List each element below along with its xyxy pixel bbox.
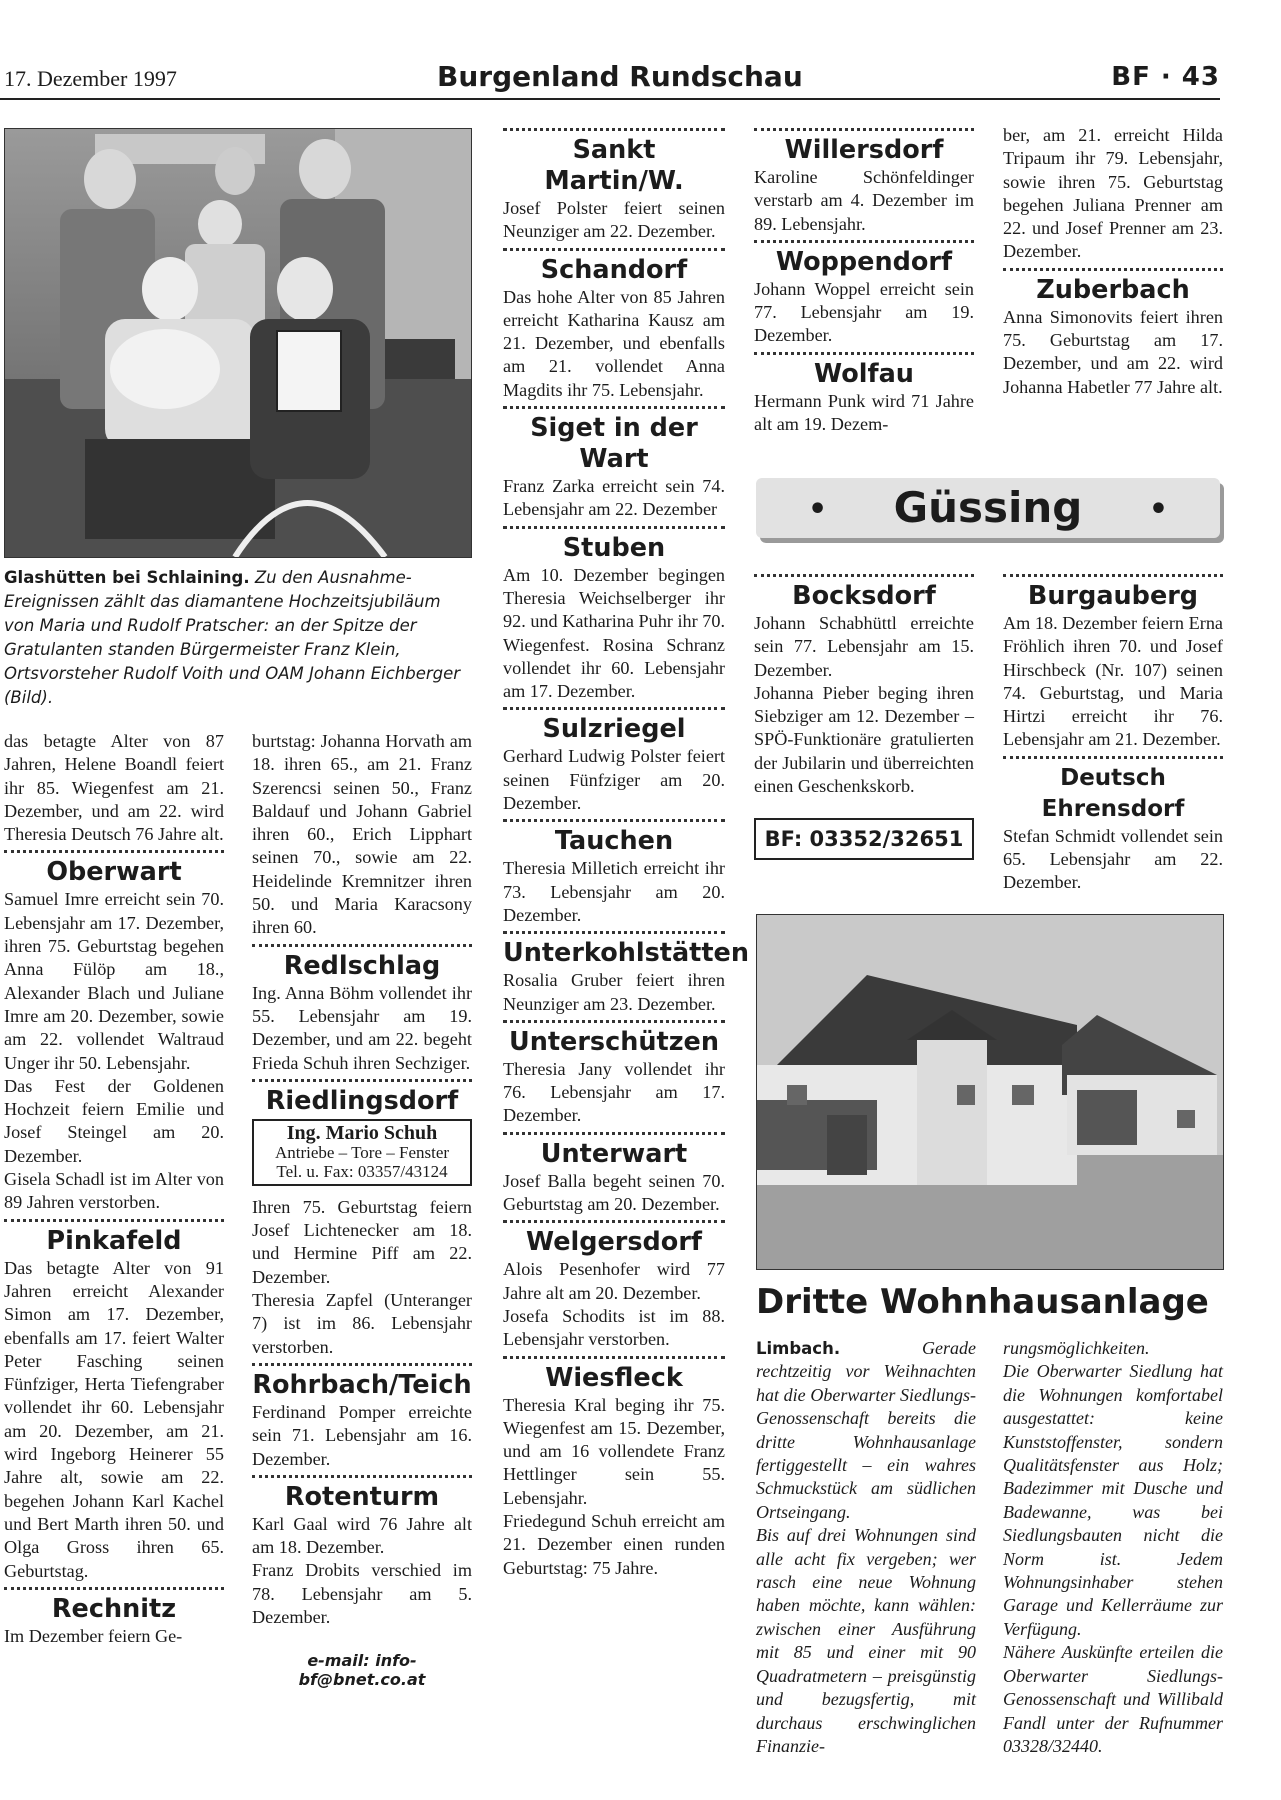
text-unterkohlstaetten: Rosalia Gruber feiert ihren Neunziger am 23. Dezember. — [503, 970, 725, 1014]
heading-stuben: Stuben — [562, 532, 666, 563]
text-rohrbach: Ferdinand Pomper erreichte sein 71. Lebensjahr am 16. Dezember. — [252, 1401, 472, 1469]
divider — [503, 931, 725, 934]
divider — [754, 352, 974, 355]
column-4 — [754, 128, 974, 436]
banner-bullet-right: • — [1148, 492, 1168, 527]
heading-siget: Siget in der Wart — [530, 413, 698, 475]
divider — [252, 1363, 472, 1366]
text-pinkafeld: Das betagte Alter von 91 Jahren erreicht Alexander Simon am 17. Dezember, ebenfalls am 17. feiert Walter Peter Fasching seinen Fünfziger, Herta Tiefengraber vollendet ihr 60. Lebensjahr am 20. Dezember, am 21. wird Ingeborg Heinerer 55 Jahre alt, sowie am 22. begehen Johann Karl Kachel und Bert Marth ihren 50. und Olga Gross ihren 65. Geburtstag. — [4, 1257, 224, 1581]
heading-wiesfleck: Wiesfleck — [545, 1362, 683, 1393]
text-woppendorf: Johann Woppel erreicht sein 77. Lebensjahr am 19. Dezember. — [754, 278, 974, 346]
divider — [503, 248, 725, 251]
article-paragraph-5: Nähere Auskünfte erteilen die Oberwarter Siedlungs-Genossenschaft und Willibald Fandl unter der Rufnummer 03328/32440. — [1003, 1642, 1223, 1756]
heading-riedlingsdorf: Riedlingsdorf — [265, 1085, 459, 1116]
heading-tauchen: Tauchen — [554, 826, 674, 857]
divider — [4, 1587, 224, 1590]
divider — [1003, 756, 1223, 759]
text-stuben: Am 10. Dezember begingen Theresia Weichselberger ihr 92. und Katharina Puhr ihr 70. Wiegenfest. Rosina Schranz vollendet ihr 60. Lebensjahr am 17. Dezember. — [503, 564, 725, 702]
text-wiesfleck-2: Friedegund Schuh erreicht am 21. Dezember einen runden Geburtstag: 75 Jahre. — [503, 1510, 725, 1578]
heading-pinkafeld: Pinkafeld — [46, 1225, 182, 1256]
heading-deutsch-ehrensdorf: Deutsch Ehrensdorf — [1041, 764, 1185, 822]
heading-burgauberg: Burgauberg — [1027, 581, 1199, 611]
banner-bullet-left: • — [808, 492, 828, 527]
heading-oberwart: Oberwart — [46, 857, 182, 888]
article-paragraph-2: Bis auf drei Wohnungen sind alle acht fix vergeben; wer rasch eine neue Wohnung haben möchte, kann wählen: zwischen einer Ausführung mit 85 und einer mit 90 Quadratmetern – preisgünstig und bezugsfertig, mit durchaus erschwinglichen Finanzie- — [756, 1525, 976, 1756]
text-riedlingsdorf-2: Theresia Zapfel (Unteranger 7) ist im 86. Lebensjahr verstorben. — [252, 1290, 472, 1357]
heading-woppendorf: Woppendorf — [775, 246, 953, 277]
text-burgauberg: Am 18. Dezember feiern Erna Fröhlich ihren 70. und Josef Hirschbeck (Nr. 107) seinen 74. Geburtstag, und Maria Hirtzi erreicht ihr 76. Lebensjahr am 21. Dezember. — [1003, 613, 1223, 750]
guessing-column-2 — [1003, 574, 1223, 895]
divider — [754, 574, 974, 577]
text-rotenturm-2: Franz Drobits verschied im 78. Lebensjahr am 5. Dezember. — [252, 1560, 472, 1628]
article-column-1 — [756, 1337, 976, 1758]
phone-box: BF: 03352/32651 — [754, 818, 974, 860]
column-3 — [503, 128, 750, 1580]
divider — [503, 1020, 725, 1023]
heading-willersdorf: Willersdorf — [784, 135, 944, 165]
section-banner-guessing — [756, 478, 1220, 538]
housing-photo — [756, 914, 1224, 1270]
ad-line-2: Tel. u. Fax: 03357/43124 — [276, 1161, 448, 1181]
heading-schandorf: Schandorf — [540, 254, 688, 285]
col1-intro: das betagte Alter von 87 Jahren, Helene Boandl feiert ihr 85. Wiegenfest am 21. Dezember, und am 22. wird Theresia Deutsch 76 Jahre alt. — [4, 731, 224, 845]
text-oberwart-2: Das Fest der Goldenen Hochzeit feiern Emilie und Josef Steingel am 20. Dezember. — [4, 1075, 224, 1166]
divider — [252, 1079, 472, 1082]
text-bocksdorf: Johann Schabhüttl erreichte sein 77. Lebensjahr am 15. Dezember. — [754, 613, 974, 680]
heading-rotenturm: Rotenturm — [284, 1481, 440, 1512]
text-siget: Franz Zarka erreicht sein 74. Lebensjahr am 22. Dezember — [503, 476, 725, 520]
article-paragraph-3: rungsmöglichkeiten. — [1003, 1338, 1150, 1358]
text-oberwart: Samuel Imre erreicht sein 70. Lebensjahr am 17. Dezember, ihren 75. Geburtstag begehen Anna Fülöp am 18., Alexander Blach und Juliane Imre am 20. Dezember, sowie am 22. vollendet Waltraud Unger ihr 50. Lebensjahr. — [4, 889, 224, 1073]
divider — [503, 526, 725, 529]
divider — [1003, 268, 1223, 271]
ad-line-1: Antriebe – Tore – Fenster — [274, 1142, 450, 1162]
newspaper-title: Burgenland Rundschau — [437, 60, 803, 93]
email-address: e-mail: info-bf@bnet.co.at — [298, 1651, 426, 1690]
text-rotenturm: Karl Gaal wird 76 Jahre alt am 18. Dezember. — [252, 1513, 472, 1558]
heading-welgersdorf: Welgersdorf — [526, 1227, 702, 1258]
heading-unterschuetzen: Unterschützen — [508, 1026, 719, 1057]
text-welgersdorf-2: Josefa Schodits ist im 88. Lebensjahr verstorben. — [503, 1305, 725, 1350]
heading-sulzriegel: Sulzriegel — [542, 714, 686, 745]
advertisement-box — [252, 1119, 472, 1186]
divider — [252, 1475, 472, 1478]
divider — [503, 819, 725, 822]
text-unterschuetzen: Theresia Jany vollendet ihr 76. Lebensjahr am 17. Dezember. — [503, 1058, 725, 1126]
ad-name: Ing. Mario Schuh — [286, 1121, 438, 1144]
page-header — [0, 58, 1220, 100]
article-paragraph-1 — [756, 1337, 976, 1524]
group-photo-image — [5, 129, 471, 557]
divider — [754, 128, 974, 131]
divider — [252, 944, 472, 947]
heading-sankt-martin: Sankt Martin/W. — [544, 135, 684, 196]
text-willersdorf: Karoline Schönfeldinger verstarb am 4. Dezember im 89. Lebensjahr. — [754, 167, 974, 234]
col5-intro: ber, am 21. erreicht Hilda Tripaum ihr 79. Lebensjahr, sowie ihren 75. Geburtstag begehen Juliana Prenner am 22. und Josef Prenner am 23. Dezember. — [1003, 125, 1223, 262]
heading-wolfau: Wolfau — [814, 358, 914, 389]
divider — [754, 240, 974, 243]
article-headline: Dritte Wohnhausanlage — [756, 1282, 1209, 1322]
divider — [503, 1356, 725, 1359]
column-5 — [1003, 124, 1223, 399]
text-wiesfleck: Theresia Kral beging ihr 75. Wiegenfest am 15. Dezember, und am 16 vollendete Franz Hettlinger sein 55. Lebensjahr. — [503, 1394, 725, 1508]
group-photo — [4, 128, 472, 558]
guessing-column-1 — [754, 574, 974, 860]
text-redlschlag: Ing. Anna Böhm vollendet ihr 55. Lebensjahr am 19. Dezember, und am 22. begeht Frieda Schuh ihren Sechziger. — [252, 982, 472, 1073]
text-wolfau: Hermann Punk wird 71 Jahre alt am 19. Dezem- — [754, 390, 974, 435]
text-rechnitz: Im Dezember feiern Ge- — [4, 1625, 183, 1646]
caption-place: Glashütten bei Schlaining. — [4, 568, 250, 587]
page-number: BF · 43 — [1111, 62, 1220, 92]
divider — [503, 1132, 725, 1135]
text-sulzriegel: Gerhard Ludwig Polster feiert seinen Fünfziger am 20. Dezember. — [503, 746, 725, 814]
text-bocksdorf-2: Johanna Pieber beging ihren Siebziger am 12. Dezember – SPÖ-Funktionäre gratulierten der Jubilarin und überreichten einen Geschenkskorb. — [754, 682, 974, 797]
section-title: Güssing — [893, 483, 1083, 532]
heading-bocksdorf: Bocksdorf — [792, 581, 936, 611]
divider — [4, 1219, 224, 1222]
housing-photo-image — [757, 915, 1223, 1269]
article-text-1: Gerade rechtzeitig vor Weihnachten hat die Oberwarter Siedlungs-Genossenschaft bereits die dritte Wohnhausanlage fertiggestellt – ein wahres Schmuckstück am südlichen Ortseingang. — [756, 1338, 976, 1522]
text-deutsch-ehrensdorf: Stefan Schmidt vollendet sein 65. Lebensjahr am 22. Dezember. — [1003, 825, 1223, 893]
issue-date: 17. Dezember 1997 — [4, 66, 177, 91]
heading-rechnitz: Rechnitz — [51, 1593, 177, 1624]
text-welgersdorf: Alois Pesenhofer wird 77 Jahre alt am 20. Dezember. — [503, 1259, 725, 1303]
article-paragraph-4: Die Oberwarter Siedlung hat die Wohnungen komfortabel ausgestattet: keine Kunststoffenster, sondern Qualitätsfenster aus Holz; Badezimmer mit Dusche und Badewanne, was bei Siedlungsbauten nicht die Norm ist. Jedem Wohnungsinhaber stehen Garage und Kellerräume zur Verfügung. — [1003, 1361, 1223, 1639]
text-riedlingsdorf: Ihren 75. Geburtstag feiern Josef Lichtenecker am 18. und Hermine Piff am 22. Dezember. — [252, 1196, 472, 1287]
divider — [503, 406, 725, 409]
heading-redlschlag: Redlschlag — [283, 950, 441, 981]
heading-unterkohlstaetten: Unterkohlstätten — [503, 938, 750, 969]
text-zuberbach: Anna Simonovits feiert ihren 75. Geburtstag am 17. Dezember, und am 22. wird Johanna Habetler 77 Jahre alt. — [1003, 306, 1223, 397]
text-oberwart-3: Gisela Schadl ist im Alter von 89 Jahren verstorben. — [4, 1169, 224, 1213]
text-sankt-martin: Josef Polster feiert seinen Neunziger am 22. Dezember. — [503, 198, 725, 242]
article-column-2 — [1003, 1337, 1223, 1758]
heading-zuberbach: Zuberbach — [1036, 274, 1190, 305]
col2-intro: burtstag: Johanna Horvath am 18. ihren 65., am 21. Franz Szerencsi seinen 50., Franz Baldauf und Johann Gabriel ihren 60., Erich Lipphart seinen 70., sowie am 22. Heidelinde Kremnitzer ihren 50. und Maria Karacsony ihren 60. — [252, 731, 472, 938]
divider — [1003, 574, 1223, 577]
text-schandorf: Das hohe Alter von 85 Jahren erreicht Katharina Kausz am 21. Dezember, und ebenfalls am 21. vollendet Anna Magdits ihr 75. Lebensjahr. — [503, 286, 725, 400]
caption-text: Zu den Ausnahme-Ereignissen zählt das diamantene Hochzeitsjubiläum von Maria und Rudolf Pratscher: an der Spitze der Gratulanten standen Bürgermeister Franz Klein, Ortsvorsteher Rudolf Voith und OAM Johann Eichberger (Bild). — [4, 568, 461, 707]
heading-unterwart: Unterwart — [540, 1138, 688, 1169]
article-place: Limbach. — [756, 1339, 841, 1358]
text-tauchen: Theresia Milletich erreicht ihr 73. Lebensjahr am 20. Dezember. — [503, 858, 725, 925]
divider — [503, 128, 725, 131]
photo-caption — [4, 566, 470, 710]
divider — [503, 707, 725, 710]
column-1 — [4, 730, 224, 1648]
text-unterwart: Josef Balla begeht seinen 70. Geburtstag am 20. Dezember. — [503, 1170, 725, 1215]
divider — [4, 850, 224, 853]
column-2 — [252, 730, 472, 1689]
heading-rohrbach: Rohrbach/Teich — [252, 1369, 472, 1400]
divider — [503, 1220, 725, 1223]
